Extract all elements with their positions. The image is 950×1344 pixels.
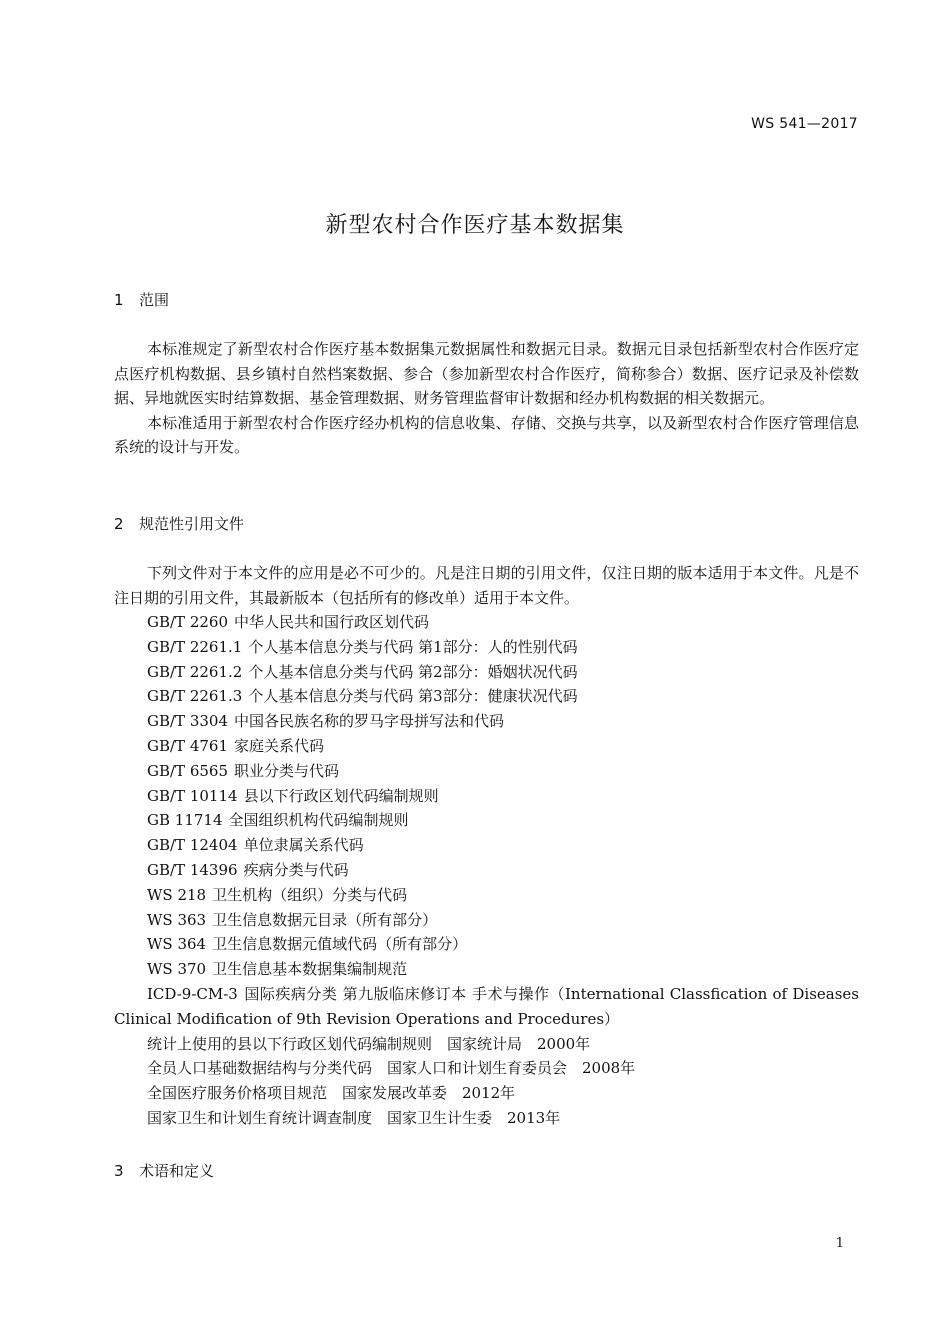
- reference-code: GB/T 2260: [147, 613, 229, 631]
- reference-item: [114, 759, 859, 784]
- paragraph: 本标准规定了新型农村合作医疗基本数据集元数据属性和数据元目录。数据元目录包括新型农村合作医疗定点医疗机构数据、县乡镇村自然档案数据、参合（参加新型农村合作医疗，简称参合）数据、医疗记录及补偿数据、异地就医实时结算数据、基金管理数据、财务管理监督审计数据和经办机构数据的相关数据元。: [114, 340, 859, 407]
- paragraph: 本标准适用于新型农村合作医疗经办机构的信息收集、存储、交换与共享，以及新型农村合作医疗管理信息系统的设计与开发。: [114, 413, 859, 456]
- other-reference-item: 国家卫生和计划生育统计调查制度 国家卫生计生委 2013年: [147, 1108, 561, 1127]
- section-number: 3: [114, 1162, 124, 1180]
- reference-item: [114, 908, 859, 933]
- reference-title: 个人基本信息分类与代码 第3部分：健康状况代码: [248, 687, 578, 706]
- reference-code: WS 370: [147, 960, 207, 979]
- reference-item: [114, 808, 859, 833]
- reference-title: 全国组织机构代码编制规则: [228, 811, 409, 830]
- reference-code: GB/T 12404: [147, 836, 238, 855]
- section-2-heading: [114, 513, 244, 534]
- standard-code: WS 541—2017: [751, 116, 858, 132]
- reference-title: 家庭关系代码: [234, 736, 325, 755]
- reference-code: GB/T 2261.1: [147, 637, 243, 656]
- reference-item: [114, 684, 859, 709]
- reference-item: [114, 957, 859, 982]
- reference-item: [114, 660, 859, 685]
- reference-title: 疾病分类与代码: [243, 860, 349, 879]
- reference-title: 中国各民族名称的罗马字母拼写法和代码: [234, 712, 505, 731]
- reference-code: GB/T 2261.3: [147, 687, 243, 706]
- reference-code: ICD-9-CM-3: [147, 984, 238, 1003]
- reference-title: 职业分类与代码: [234, 761, 340, 780]
- section-title: 规范性引用文件: [139, 515, 245, 533]
- reference-code: GB/T 10114: [147, 786, 238, 805]
- reference-code: WS 363: [147, 910, 207, 929]
- reference-title: 单位隶属关系代码: [243, 836, 364, 855]
- reference-code: WS 218: [147, 885, 207, 904]
- section-1-body: [114, 337, 859, 460]
- reference-title: 卫生机构（组织）分类与代码: [212, 885, 408, 904]
- other-reference-item: 全国医疗服务价格项目规范 国家发展改革委 2012年: [147, 1084, 516, 1103]
- reference-item: [114, 709, 859, 734]
- document-title: 新型农村合作医疗基本数据集: [325, 213, 625, 238]
- reference-code: GB 11714: [147, 811, 223, 830]
- page-number: 1: [835, 1236, 844, 1251]
- reference-item: [114, 610, 859, 635]
- reference-title: 国际疾病分类 第九版临床修订本 手术与操作（International Classfication of Diseases Clinical Modification of 9th Revision Operations and Procedures）: [114, 984, 859, 1028]
- section-number: 2: [114, 515, 124, 533]
- reference-item: [114, 982, 859, 1032]
- reference-title: 中华人民共和国行政区划代码: [234, 613, 430, 631]
- section-3-heading: [114, 1160, 214, 1181]
- reference-item: [114, 784, 859, 809]
- reference-title: 个人基本信息分类与代码 第2部分：婚姻状况代码: [248, 662, 578, 681]
- reference-item: [114, 883, 859, 908]
- section-title: 范围: [139, 291, 170, 309]
- reference-item: [114, 734, 859, 759]
- reference-code: GB/T 6565: [147, 761, 229, 780]
- reference-title: 卫生信息数据元值域代码（所有部分）: [212, 935, 468, 954]
- reference-item: [114, 635, 859, 660]
- reference-item: [114, 858, 859, 883]
- other-reference-item: 全员人口基础数据结构与分类代码 国家人口和计划生育委员会 2008年: [147, 1059, 636, 1078]
- reference-code: WS 364: [147, 935, 207, 954]
- section-title: 术语和定义: [139, 1162, 215, 1180]
- paragraph: 下列文件对于本文件的应用是必不可少的。凡是注日期的引用文件，仅注日期的版本适用于本文件。凡是不注日期的引用文件，其最新版本（包括所有的修改单）适用于本文件。: [114, 564, 859, 607]
- section-1-heading: [114, 289, 169, 310]
- normative-references-list: [114, 610, 859, 1131]
- reference-title: 卫生信息数据元目录（所有部分）: [212, 910, 438, 929]
- reference-code: GB/T 14396: [147, 860, 238, 879]
- reference-title: 卫生信息基本数据集编制规范: [212, 960, 408, 979]
- reference-code: GB/T 3304: [147, 712, 229, 731]
- reference-title: 个人基本信息分类与代码 第1部分：人的性别代码: [248, 637, 578, 656]
- reference-item: [114, 833, 859, 858]
- section-number: 1: [114, 291, 124, 309]
- reference-title: 县以下行政区划代码编制规则: [243, 786, 439, 805]
- reference-item: [114, 932, 859, 957]
- reference-code: GB/T 2261.2: [147, 662, 243, 681]
- other-reference-item: 统计上使用的县以下行政区划代码编制规则 国家统计局 2000年: [147, 1034, 591, 1053]
- reference-code: GB/T 4761: [147, 736, 229, 755]
- section-2-intro: [114, 561, 859, 610]
